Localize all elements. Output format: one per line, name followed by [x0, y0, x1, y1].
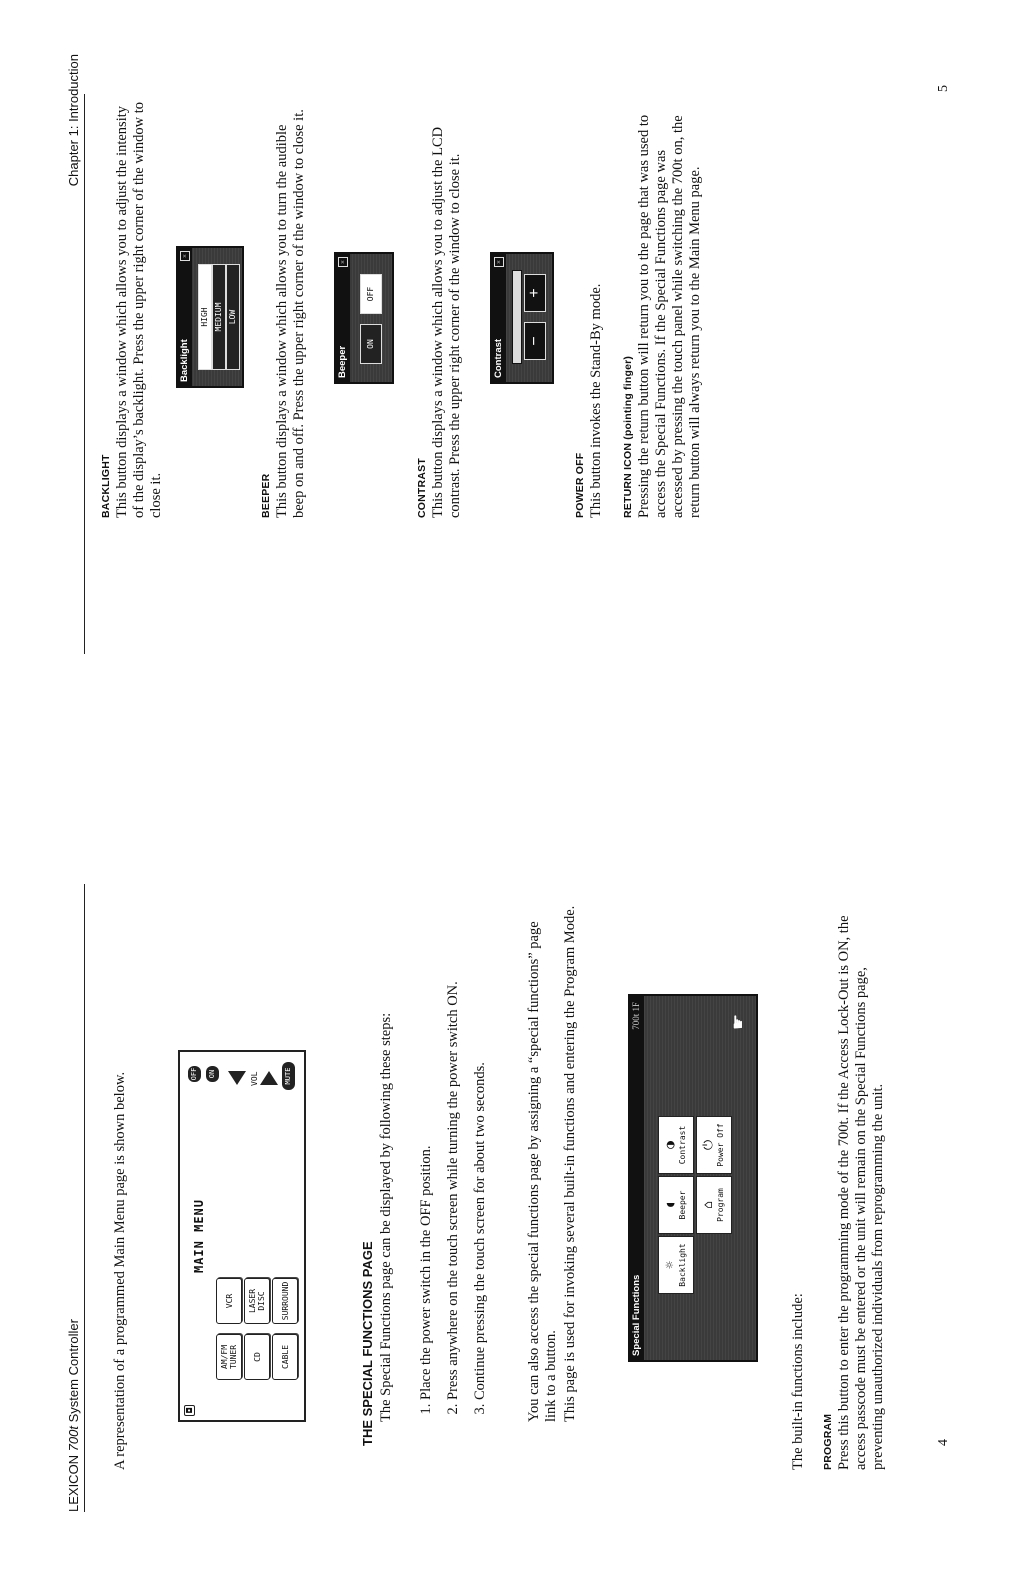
beeper-button[interactable] [658, 1176, 694, 1234]
beeper-label: Beeper [678, 1190, 687, 1220]
beeper-window-title: Beeper [337, 345, 348, 378]
speaker-icon: ◖ [663, 1201, 678, 1209]
steps-list [418, 900, 499, 1422]
right-running-header: Chapter 1: Introduction [66, 54, 81, 187]
special-functions-screen [628, 994, 758, 1362]
return-icon[interactable]: ☛ [728, 1013, 748, 1030]
backlight-option-low[interactable]: LOW [226, 264, 240, 370]
backlight-button[interactable] [658, 1236, 694, 1294]
step-item: 1. Place the power switch in the OFF position. [418, 900, 435, 1400]
mute-button[interactable]: MUTE [282, 1062, 295, 1090]
special-functions-intro: The Special Functions page can be displayed by following these steps: [378, 1012, 394, 1422]
return-icon-text: Pressing the return button will return you to the page that was used to access the Special Functions. If the Special Functions page was accessed by pressing the touch panel while switching the 700t on, the return button will always return you to the Main Menu page. [636, 114, 703, 518]
program-label: Program [716, 1188, 725, 1222]
contrast-titlebar [492, 254, 506, 382]
backlight-label: Backlight [678, 1243, 687, 1287]
beeper-heading: BEEPER [260, 473, 272, 518]
contrast-button[interactable] [658, 1116, 694, 1174]
contrast-window [490, 252, 554, 384]
power-off-heading: POWER OFF [574, 452, 586, 518]
left-header-rule [84, 884, 85, 1512]
intro-text: A representation of a programmed Main Menu page is shown below. [112, 1071, 128, 1470]
contrast-label: Contrast [678, 1125, 687, 1165]
power-off-button[interactable] [696, 1116, 732, 1174]
contrast-plus-button[interactable]: + [524, 274, 546, 312]
program-heading: PROGRAM [822, 1413, 834, 1470]
beeper-off-button[interactable]: OFF [360, 274, 382, 314]
builtin-intro: The built-in functions include: [790, 1293, 806, 1470]
contrast-icon: ◑ [663, 1141, 678, 1149]
contrast-heading: CONTRAST [416, 458, 428, 518]
cable-button[interactable]: CABLE [272, 1334, 298, 1380]
volume-down-icon[interactable] [260, 1071, 278, 1085]
special-functions-title: Special Functions [631, 1274, 642, 1356]
beeper-titlebar [336, 254, 350, 382]
backlight-window [176, 246, 244, 388]
close-icon[interactable]: × [338, 257, 348, 267]
am-fm-tuner-button[interactable]: AM/FM TUNER [216, 1334, 242, 1380]
contrast-slider-track [512, 270, 522, 364]
sun-icon: ☼ [663, 1261, 678, 1269]
program-icon: ⌂ [701, 1201, 716, 1209]
beeper-on-button[interactable]: ON [360, 324, 382, 364]
usage-text: This page is used for invoking several built-in functions and entering the Program Mode. [562, 905, 578, 1422]
laser-disc-button[interactable]: LASER DISC [244, 1278, 270, 1324]
program-text: Press this button to enter the programming mode of the 700t. If the Access Lock-Out is ON, the access passcode must be entered or the unit will remain on the Special Functions page, preventing unauthorized individuals from reprogramming the unit. [836, 915, 886, 1470]
backlight-text: This button displays a window which allows you to adjust the intensity of the display’s backlight. Press the upper right corner of the window to close it. [114, 102, 164, 518]
beeper-text: This button displays a window which allows you to turn the audible beep on and off. Press the upper right corner of the window to close it. [274, 109, 307, 518]
left-page-number: 4 [936, 1439, 951, 1446]
power-off-label: Power Off [716, 1123, 725, 1167]
special-functions-heading: THE SPECIAL FUNCTIONS PAGE [360, 1241, 375, 1446]
power-off-text: This button invokes the Stand-By mode. [588, 283, 604, 518]
access-text: You can also access the special functions page by assigning a “special functions” page link to a button. [526, 921, 559, 1422]
volume-label: VOL [250, 1071, 259, 1086]
backlight-option-high[interactable]: HIGH [198, 264, 212, 370]
close-icon[interactable]: × [494, 257, 504, 267]
contrast-text: This button displays a window which allows you to adjust the LCD contrast. Press the upper right corner of the window to close it. [430, 126, 463, 518]
contrast-minus-button[interactable]: − [524, 322, 546, 360]
model-tag: 700t 1F [631, 1002, 641, 1030]
power-icon: ⏻ [701, 1139, 716, 1151]
step-item: 2. Press anywhere on the touch screen while turning the power switch ON. [445, 900, 462, 1400]
vcr-button[interactable]: VCR [216, 1278, 242, 1324]
program-button[interactable] [696, 1176, 732, 1234]
backlight-window-title: Backlight [179, 339, 190, 382]
backlight-option-medium[interactable]: MEDIUM [212, 264, 226, 370]
header-brand: LEXICON [66, 1451, 81, 1512]
power-off-pill[interactable]: OFF [188, 1066, 201, 1082]
main-menu-screen [178, 1050, 306, 1422]
right-page-number: 5 [936, 85, 951, 92]
cd-button[interactable]: CD [244, 1334, 270, 1380]
volume-up-icon[interactable] [228, 1071, 246, 1085]
corner-icon: ◘ [184, 1405, 195, 1416]
close-icon[interactable]: × [180, 251, 190, 261]
contrast-window-title: Contrast [493, 338, 504, 378]
backlight-heading: BACKLIGHT [100, 454, 112, 518]
beeper-window [334, 252, 394, 384]
return-icon-heading: RETURN ICON (pointing finger) [622, 355, 634, 518]
main-menu-title: MAIN MENU [192, 1198, 206, 1274]
backlight-titlebar [178, 248, 192, 386]
right-header-rule [84, 94, 85, 654]
power-on-pill[interactable]: ON [206, 1066, 219, 1082]
header-rest: System Controller [66, 1319, 81, 1426]
surround-button[interactable]: SURROUND [272, 1278, 298, 1324]
header-model: 700t [66, 1426, 81, 1452]
special-functions-titlebar [630, 996, 644, 1360]
step-item: 3. Continue pressing the touch screen for about two seconds. [472, 900, 489, 1400]
left-running-header [66, 1319, 81, 1512]
